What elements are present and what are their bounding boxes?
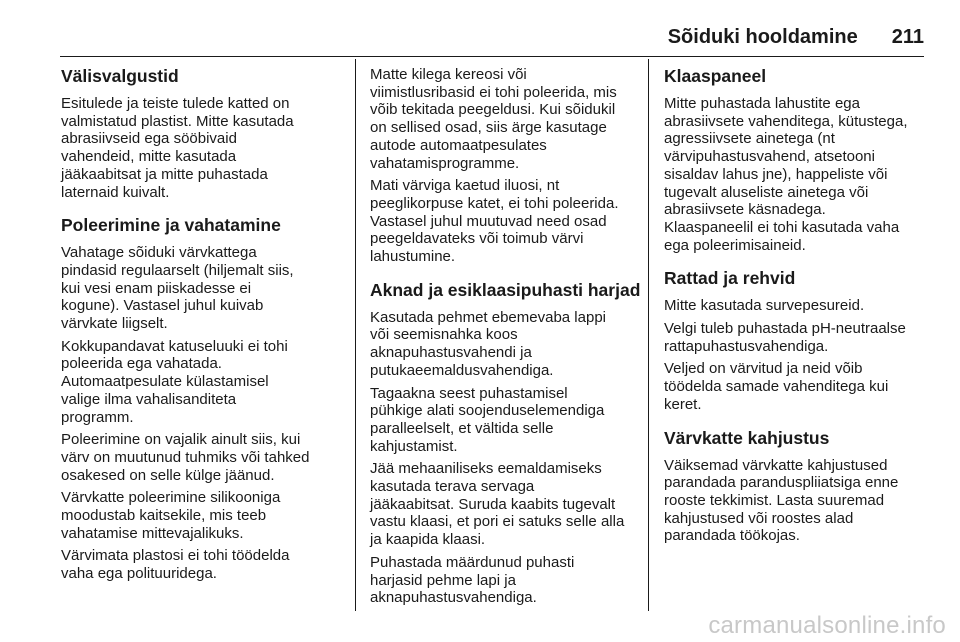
paragraph: Velgi tuleb puhastada pH-neutraalse rattapuhastusvahendiga. — [664, 320, 906, 355]
page-header — [668, 26, 924, 49]
heading-wheels-tyres: Rattad ja rehvid — [664, 268, 796, 289]
heading-polishing-waxing: Poleerimine ja vahatamine — [61, 215, 281, 236]
paragraph: Esitulede ja teiste tulede katted on valmistatud plastist. Mitte kasutada abrasiivseid ega sööbivaid vahendeid, mitte kasutada jääkaabitsat ja mitte puhastada laternaid kuivalt. — [61, 95, 294, 201]
page-number: 211 — [891, 26, 924, 48]
column-1 — [61, 66, 344, 588]
paragraph: Mati värviga kaetud iluosi, nt peeglikorpuse katet, ei tohi poleerida. Vastasel juhul muutuvad need osad peegeldavateks või toimub värvi lahustumine. — [370, 177, 619, 266]
paragraph: Matte kilega kereosi või viimistlusribasid ei tohi poleerida, mis võib tekitada peegeldusi. Kui sõidukil on sellised osad, siis ärge kasutage autode automaatpesulates vahatamisprogramme. — [370, 66, 617, 172]
paragraph: Värvimata plastosi ei tohi töödelda vaha ega polituuridega. — [61, 547, 290, 583]
paragraph: Veljed on värvitud ja neid võib töödelda samade vahenditega kui keret. — [664, 360, 889, 413]
paragraph: Väiksemad värvkatte kahjustused parandada paranduspliiatsiga enne rooste tekkimist. Lasta suuremad kahjustused või roostes alad parandada töökojas. — [664, 456, 899, 545]
heading-paint-damage: Värvkatte kahjustus — [664, 427, 830, 448]
heading-glass-panel: Klaaspaneel — [664, 66, 767, 86]
column-2 — [370, 66, 642, 612]
paragraph: Värvkatte poleerimine silikooniga moodustab kaitsekile, mis teeb vahatamise mittevajalikuks. — [61, 489, 281, 542]
paragraph: Tagaakna seest puhastamisel pühkige alati soojenduselemendiga paralleelselt, et vältida selle kahjustamist. — [370, 384, 605, 455]
column-divider-2 — [648, 59, 649, 611]
watermark: carmanualsonline.info — [708, 612, 946, 639]
section-title: Sõiduki hooldamine — [667, 26, 858, 48]
column-3 — [664, 66, 932, 550]
column-divider-1 — [355, 59, 356, 611]
paragraph: Poleerimine on vajalik ainult siis, kui värv on muutunud tuhmiks või tahked osakesed on selle külge jäänud. — [61, 431, 310, 484]
paragraph: Kasutada pehmet ebemevaba lappi või seemisnahka koos aknapuhastusvahendi ja putukaeemaldusvahendiga. — [370, 308, 607, 379]
heading-exterior-lights: Välisvalgustid — [61, 66, 179, 86]
paragraph: Vahatage sõiduki värvkattega pindasid regulaarselt (hiljemalt siis, kui vesi enam piiskadesse ei kogune). Vastasel juhul kuivab värvkate liigselt. — [61, 244, 294, 333]
paragraph: Kokkupandavat katuseluuki ei tohi poleerida ega vahatada. Automaatpesulate külastamisel valige ilma vahalisanditeta programm. — [61, 337, 288, 426]
heading-windows-wipers: Aknad ja esiklaasipuhasti harjad — [370, 279, 641, 300]
header-divider — [60, 56, 924, 57]
paragraph: Puhastada määrdunud puhasti harjasid pehme lapi ja aknapuhastusvahendiga. — [370, 553, 575, 607]
paragraph: Mitte kasutada survepesureid. — [664, 297, 865, 315]
paragraph: Jää mehaaniliseks eemaldamiseks kasutada terava servaga jääkaabitsat. Suruda kaabits tugevalt vastu klaasi, et pori ei satuks selle alla ja kaapida klaasi. — [370, 460, 625, 549]
paragraph: Mitte puhastada lahustite ega abrasiivsete vahenditega, kütustega, agressiivsete ainetega (nt värvipuhastusvahend, atsetooni sisaldav lahus jne), happeliste või tugevalt aluseliste ainetega või abrasiivsete käsnadega. Klaaspaneelil ei tohi kasutada vaha ega poleerimisaineid. — [664, 95, 908, 254]
